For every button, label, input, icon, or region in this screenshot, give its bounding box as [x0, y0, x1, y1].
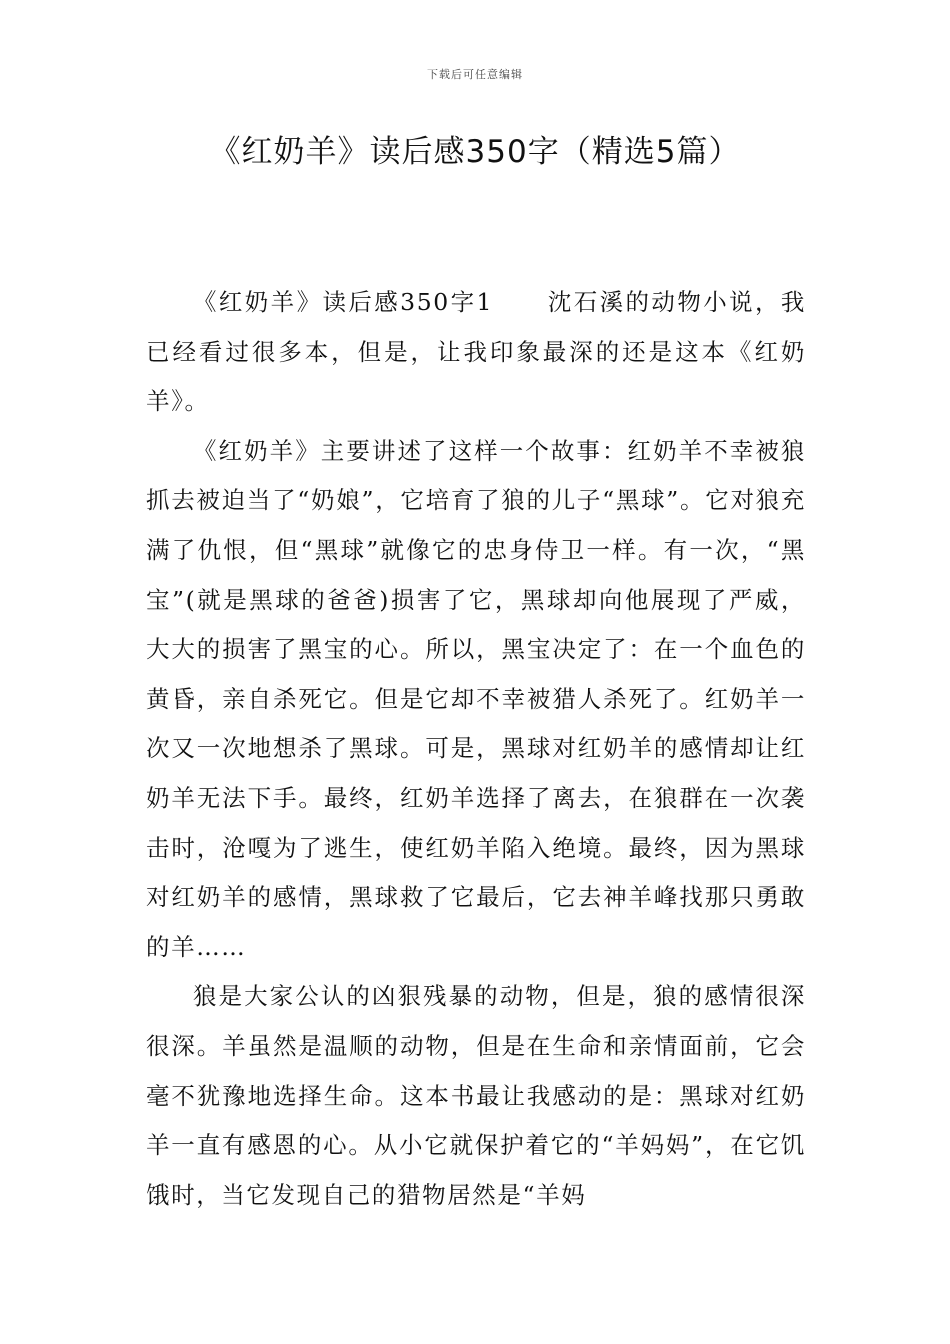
paragraph-1 [146, 278, 806, 427]
header-note: 下载后可任意编辑 [427, 68, 523, 81]
paragraph-text: 沈石溪的动物小说，我已经看过很多本，但是，让我印象最深的还是这本《红奶羊》。 [146, 288, 807, 416]
section-heading: 《红奶羊》读后感350字1 [193, 288, 494, 316]
document-body [146, 278, 806, 1220]
paragraph-2: 《红奶羊》主要讲述了这样一个故事：红奶羊不幸被狼抓去被迫当了“奶娘”，它培育了狼的儿子“黑球”。它对狼充满了仇恨，但“黑球”就像它的忠身侍卫一样。有一次，“黑宝”(就是黑球的爸爸)损害了它，黑球却向他展现了严威，大大的损害了黑宝的心。所以，黑宝决定了：在一个血色的黄昏，亲自杀死它。但是它却不幸被猎人杀死了。红奶羊一次又一次地想杀了黑球。可是，黑球对红奶羊的感情却让红奶羊无法下手。最终，红奶羊选择了离去，在狼群在一次袭击时，沧嘎为了逃生，使红奶羊陷入绝境。最终，因为黑球对红奶羊的感情，黑球救了它最后，它去神羊峰找那只勇敢的羊…… [146, 436, 806, 961]
page-title: 《红奶羊》读后感350字（精选5篇） [209, 134, 741, 170]
paragraph-3: 狼是大家公认的凶狠残暴的动物，但是，狼的感情很深很深。羊虽然是温顺的动物，但是在生命和亲情面前，它会毫不犹豫地选择生命。这本书最让我感动的是：黑球对红奶羊一直有感恩的心。从小它就保护着它的“羊妈妈”，在它饥饿时，当它发现自己的猎物居然是“羊妈 [146, 982, 806, 1209]
